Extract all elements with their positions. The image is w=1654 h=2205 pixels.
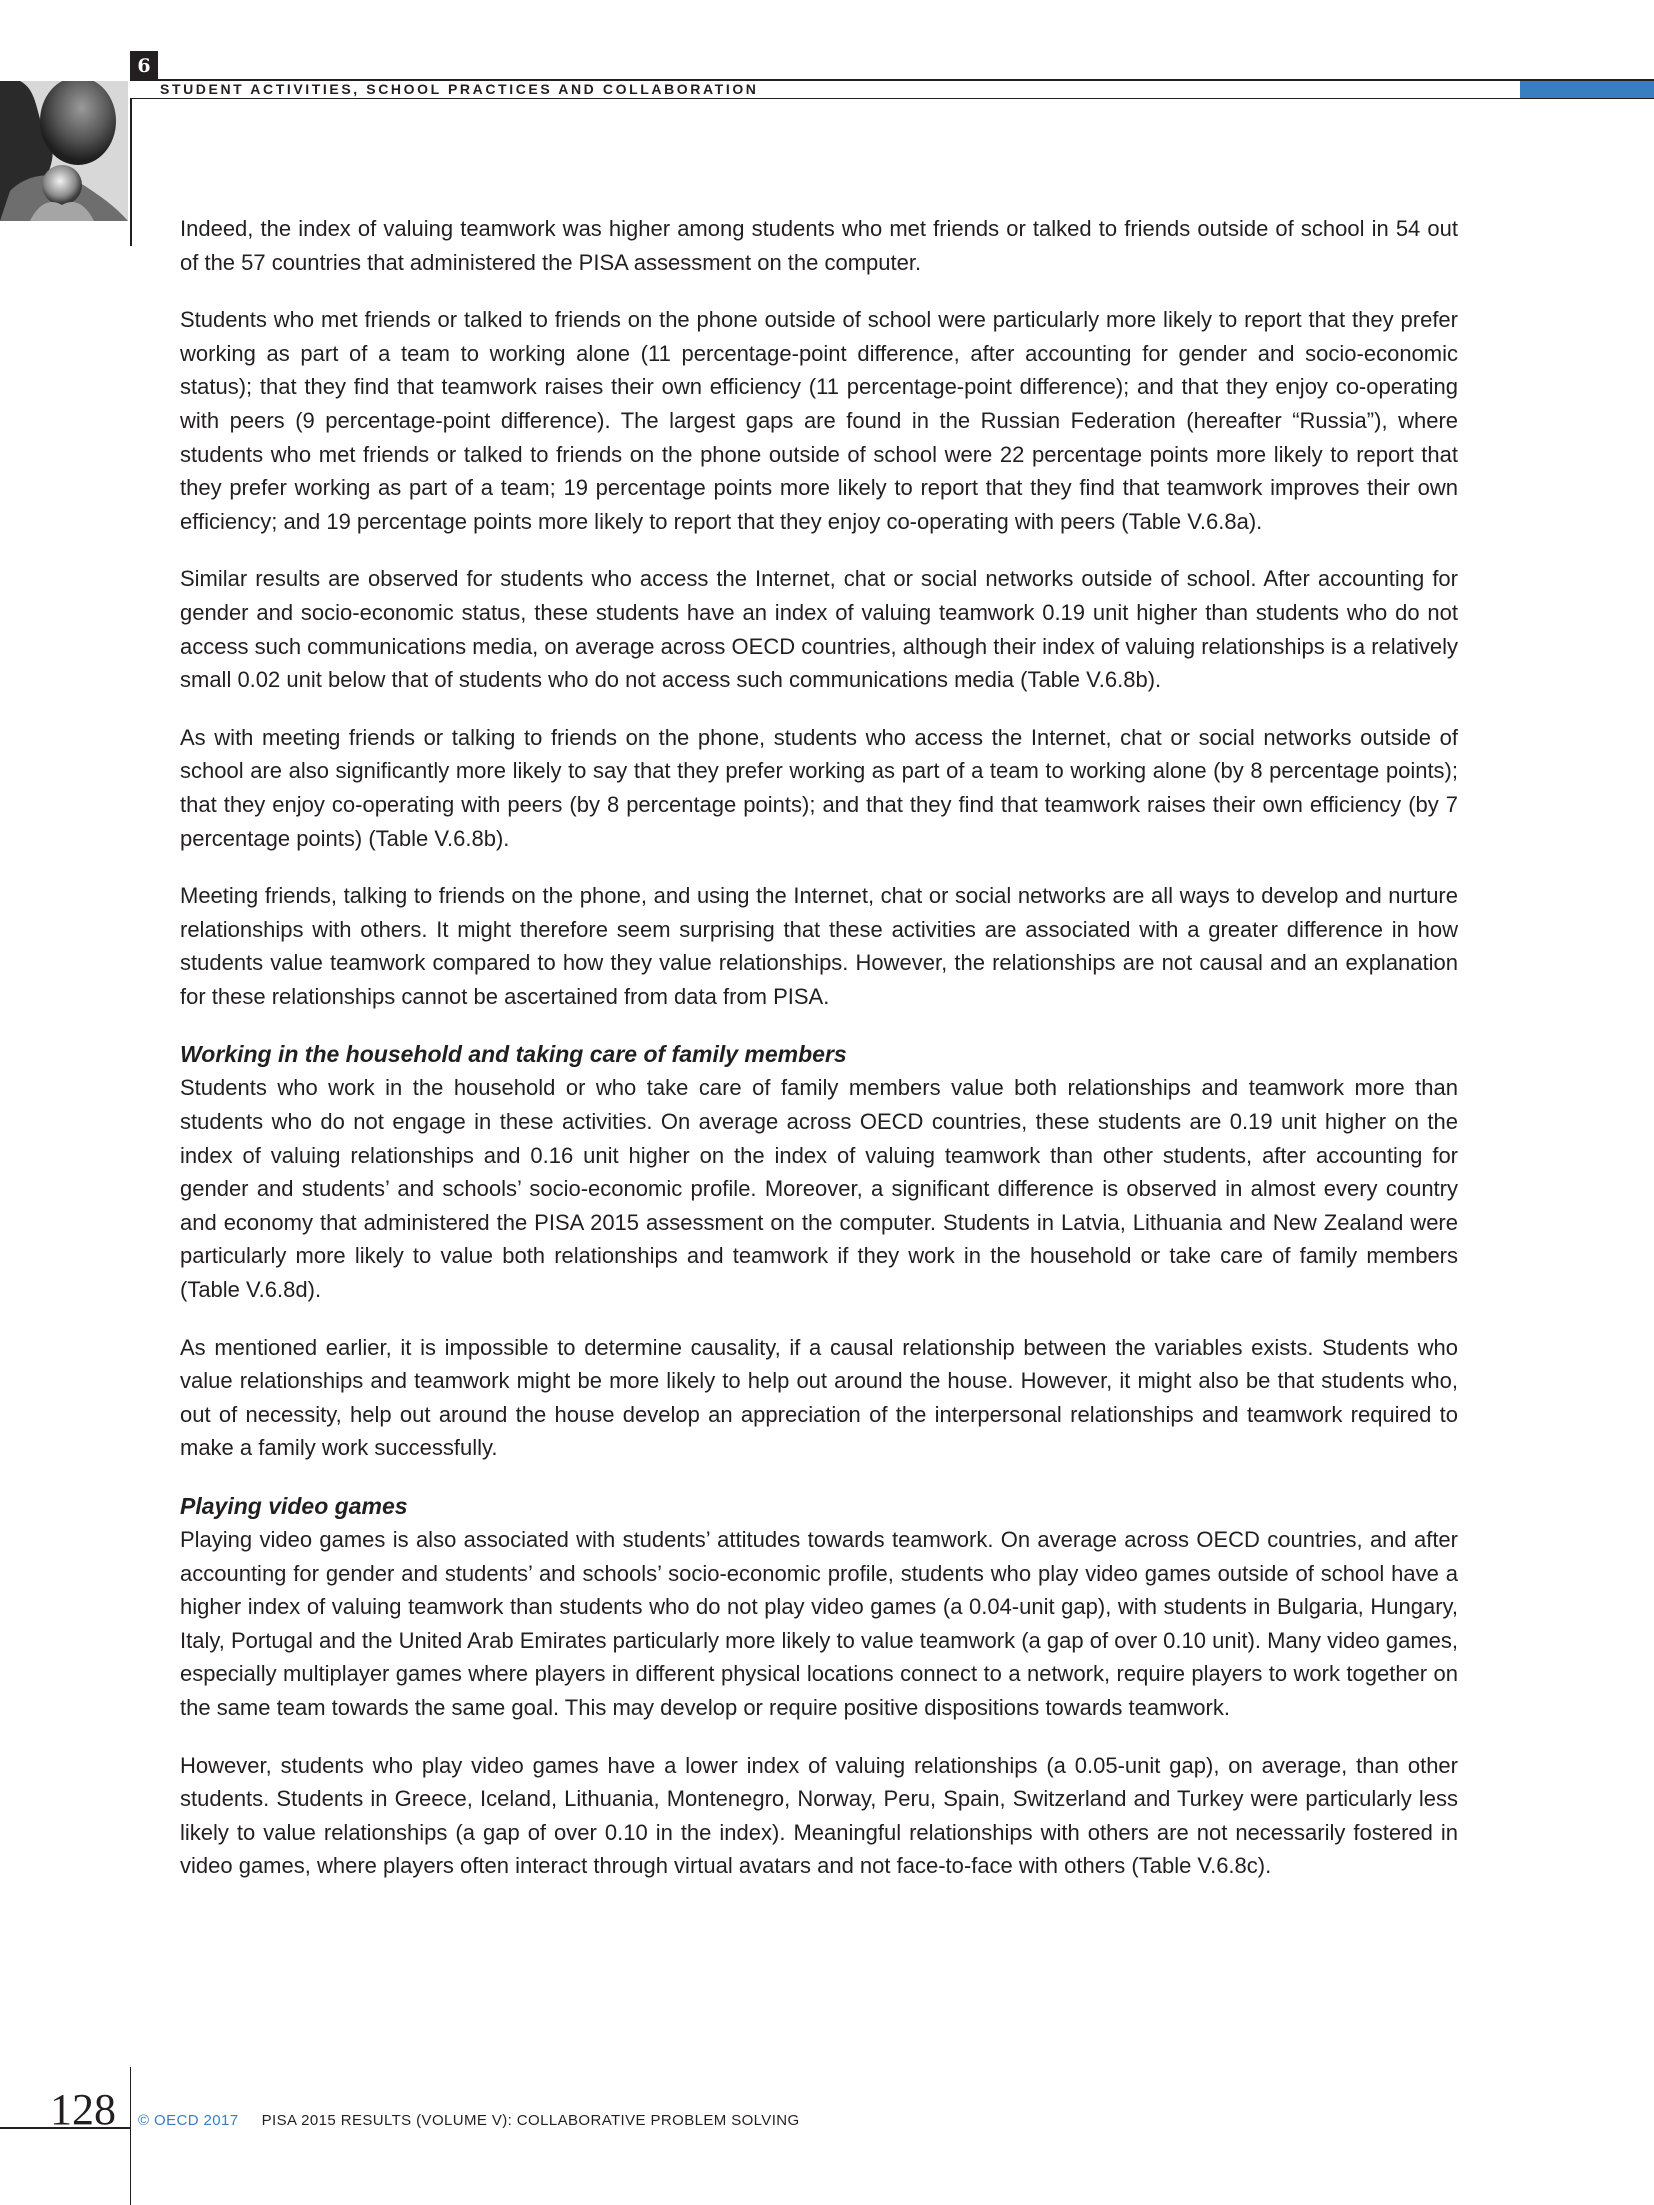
footer-text xyxy=(138,2111,800,2131)
body-paragraph: As mentioned earlier, it is impossible to determine causality, if a causal relationship between the variables exists. Students who value relationships and teamwork might be more likely to help out around the house. However, it might also be that students who, out of necessity, help out around the house develop an appreciation of the interpersonal relationships and teamwork required to make a family work successfully. xyxy=(180,1334,1458,1461)
body-paragraph: Similar results are observed for students who access the Internet, chat or social networks outside of school. After accounting for gender and socio-economic status, these students have an index of valuing teamwork 0.19 unit higher than students who do not access such communications media, on average across OECD countries, although their index of valuing relationships is a relatively small 0.02 unit below that of students who do not access such communications media (Table V.6.8b). xyxy=(180,566,1458,693)
body-paragraph: Students who met friends or talked to friends on the phone outside of school were particularly more likely to report that they prefer working as part of a team to working alone (11 percentage-point difference, after accounting for gender and socio-economic status); that they find that teamwork raises their own efficiency (11 percentage-point difference); and that they enjoy co-operating with peers (9 percentage-point difference). The largest gaps are found in the Russian Federation (hereafter “Russia”), where students who met friends or talked to friends on the phone outside of school were 22 percentage points more likely to report that they prefer working as part of a team; 19 percentage points more likely to report that they find that teamwork improves their own efficiency; and 19 percentage points more likely to report that they enjoy co-operating with peers (Table V.6.8a). xyxy=(180,307,1458,534)
chapter-photo xyxy=(0,81,128,221)
chapter-number: 6 xyxy=(130,51,158,81)
section-heading: Working in the household and taking care of family members xyxy=(180,1041,847,1068)
footer-rule-vertical xyxy=(130,2067,131,2205)
body-paragraph: Playing video games is also associated with students’ attitudes towards teamwork. On average across OECD countries, and after accounting for gender and students’ and schools’ socio-economic profile, students who play video games outside of school have a higher index of valuing teamwork than students who do not play video games (a 0.04-unit gap), with students in Bulgaria, Hungary, Italy, Portugal and the United Arab Emirates particularly more likely to value teamwork (a gap of over 0.10 unit). Many video games, especially multiplayer games where players in different physical locations connect to a network, require players to work together on the same team towards the same goal. This may develop or require positive dispositions towards teamwork. xyxy=(180,1527,1458,1720)
section-heading: Playing video games xyxy=(180,1493,408,1519)
page-number: 128 xyxy=(50,2085,116,2134)
copyright: © OECD 2017 xyxy=(138,2112,239,2129)
header-accent-bar xyxy=(1520,81,1654,98)
body-paragraph: As with meeting friends or talking to friends on the phone, students who access the Internet, chat or social networks outside of school are also significantly more likely to say that they prefer working as part of a team to working alone (by 8 percentage points); that they enjoy co-operating with peers (by 8 percentage points); and that they find that teamwork raises their own efficiency (by 7 percentage points) (Table V.6.8b). xyxy=(180,724,1458,851)
margin-rule xyxy=(130,98,132,246)
body-paragraph: However, students who play video games have a lower index of valuing relationships (a 0.05-unit gap), on average, than other students. Students in Greece, Iceland, Lithuania, Montenegro, Norway, Peru, Spain, Switzerland and Turkey were particularly less likely to value relationships (a gap of over 0.10 in the index). Meaningful relationships with others are not necessarily fostered in video games, where players often interact through virtual avatars and not face-to-face with others (Table V.6.8c). xyxy=(180,1752,1458,1879)
body-paragraph: Meeting friends, talking to friends on the phone, and using the Internet, chat or social networks are all ways to develop and nurture relationships with others. It might therefore seem surprising that these activities are associated with a greater difference in how students value teamwork compared to how they value relationships. However, the relationships are not causal and an explanation for these relationships cannot be ascertained from data from PISA. xyxy=(180,883,1458,1009)
running-title: STUDENT ACTIVITIES, SCHOOL PRACTICES AND COLLABORATION xyxy=(160,81,759,97)
header-rule-lower xyxy=(130,98,1654,99)
publication-title: PISA 2015 RESULTS (VOLUME V): COLLABORATIVE PROBLEM SOLVING xyxy=(261,2112,800,2129)
body-paragraph: Students who work in the household or who take care of family members value both relationships and teamwork more than students who do not engage in these activities. On average across OECD countries, these students are 0.19 unit higher on the index of valuing relationships and 0.16 unit higher on the index of valuing teamwork than other students, after accounting for gender and students’ and schools’ socio-economic profile. Moreover, a significant difference is observed in almost every country and economy that administered the PISA 2015 assessment on the computer. Students in Latvia, Lithuania and New Zealand were particularly more likely to value both relationships and teamwork if they work in the household or take care of family members (Table V.6.8d). xyxy=(180,1075,1458,1303)
body-paragraph: Indeed, the index of valuing teamwork was higher among students who met friends or talked to friends outside of school in 54 out of the 57 countries that administered the PISA assessment on the computer. xyxy=(180,216,1458,275)
main-content xyxy=(180,212,1458,1907)
